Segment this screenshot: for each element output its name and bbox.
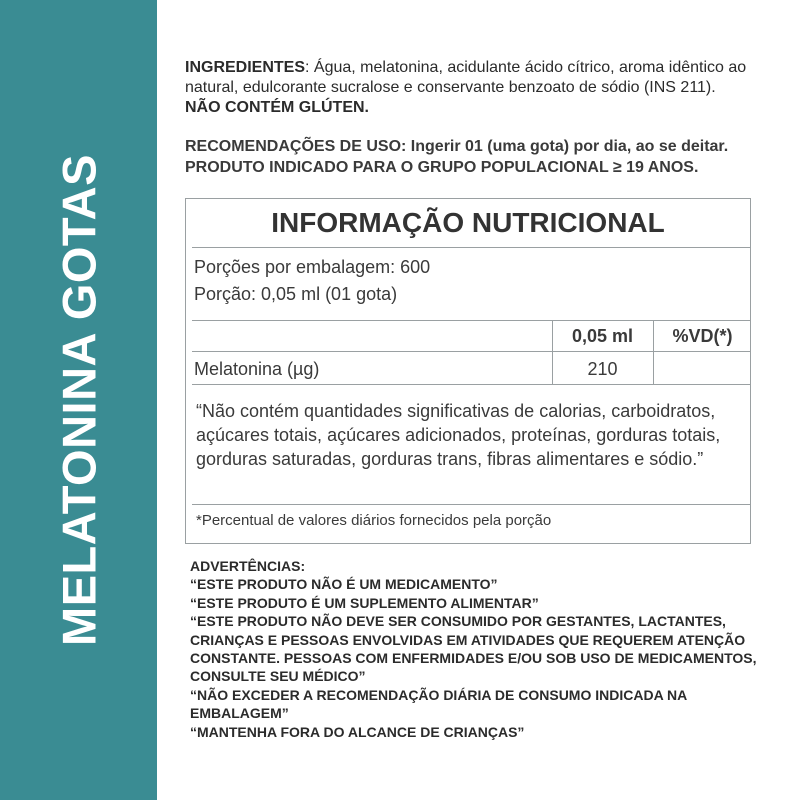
divider bbox=[192, 247, 750, 248]
daily-value-footnote: *Percentual de valores diários fornecidos pela porção bbox=[196, 512, 552, 529]
column-header-amount: 0,05 ml bbox=[571, 326, 634, 346]
warning-item: “ESTE PRODUTO NÃO É UM MEDICAMENTO” bbox=[190, 576, 498, 593]
nutrition-title: INFORMAÇÃO NUTRICIONAL bbox=[271, 207, 665, 238]
ingredients-text: : Água, melatonina, acidulante ácido cítrico, aroma idêntico ao natural, edulcorante sucralose e conservante benzoato de sódio (INS 211). bbox=[185, 59, 747, 96]
gluten-statement: NÃO CONTÉM GLÚTEN. bbox=[185, 99, 369, 116]
divider bbox=[192, 320, 750, 321]
warning-item: “NÃO EXCEDER A RECOMENDAÇÃO DIÁRIA DE CONSUMO INDICADA NA EMBALAGEM” bbox=[190, 686, 687, 722]
side-band bbox=[0, 0, 157, 800]
warning-item: “ESTE PRODUTO É UM SUPLEMENTO ALIMENTAR” bbox=[190, 594, 539, 611]
warnings-block bbox=[190, 557, 770, 741]
warnings-heading: ADVERTÊNCIAS: bbox=[190, 558, 306, 574]
divider bbox=[192, 504, 750, 505]
divider bbox=[192, 384, 750, 385]
insignificant-amounts-note: “Não contém quantidades significativas de calorias, carboidratos, açúcares totais, açúcares adicionados, proteínas, gorduras totais, gorduras saturadas, gorduras trans, fibras alimentares e sódio.” bbox=[196, 401, 721, 469]
ingredients-paragraph bbox=[185, 58, 770, 118]
column-header-vd: %VD(*) bbox=[672, 326, 733, 346]
ingredients-label: INGREDIENTES bbox=[185, 59, 306, 76]
nutrient-amount: 210 bbox=[587, 359, 618, 379]
nutrient-name: Melatonina (µg) bbox=[194, 359, 320, 379]
label-text-block bbox=[185, 58, 770, 178]
divider bbox=[192, 351, 750, 352]
nutrition-facts-table bbox=[185, 198, 751, 544]
product-name: MELATONINA GOTAS bbox=[52, 154, 106, 646]
servings-per-package: Porções por embalagem: 600 bbox=[194, 257, 431, 277]
serving-size: Porção: 0,05 ml (01 gota) bbox=[194, 284, 398, 304]
warning-item: “ESTE PRODUTO NÃO DEVE SER CONSUMIDO POR GESTANTES, LACTANTES, CRIANÇAS E PESSOAS ENVOLVIDAS EM ATIVIDADES QUE REQUEREM ATENÇÃO CONSTANTE. PESSOAS COM ENFERMIDADES E/OU SOB USO DE MEDICAMENTOS, CONSULTE SEU MÉDICO” bbox=[190, 613, 757, 685]
warning-item: “MANTENHA FORA DO ALCANCE DE CRIANÇAS” bbox=[190, 723, 525, 740]
recommendation-usage: RECOMENDAÇÕES DE USO: Ingerir 01 (uma gota) por dia, ao se deitar. bbox=[185, 138, 729, 155]
recommendation-population: PRODUTO INDICADO PARA O GRUPO POPULACIONAL ≥ 19 ANOS. bbox=[185, 159, 699, 176]
recommendations bbox=[185, 136, 770, 178]
